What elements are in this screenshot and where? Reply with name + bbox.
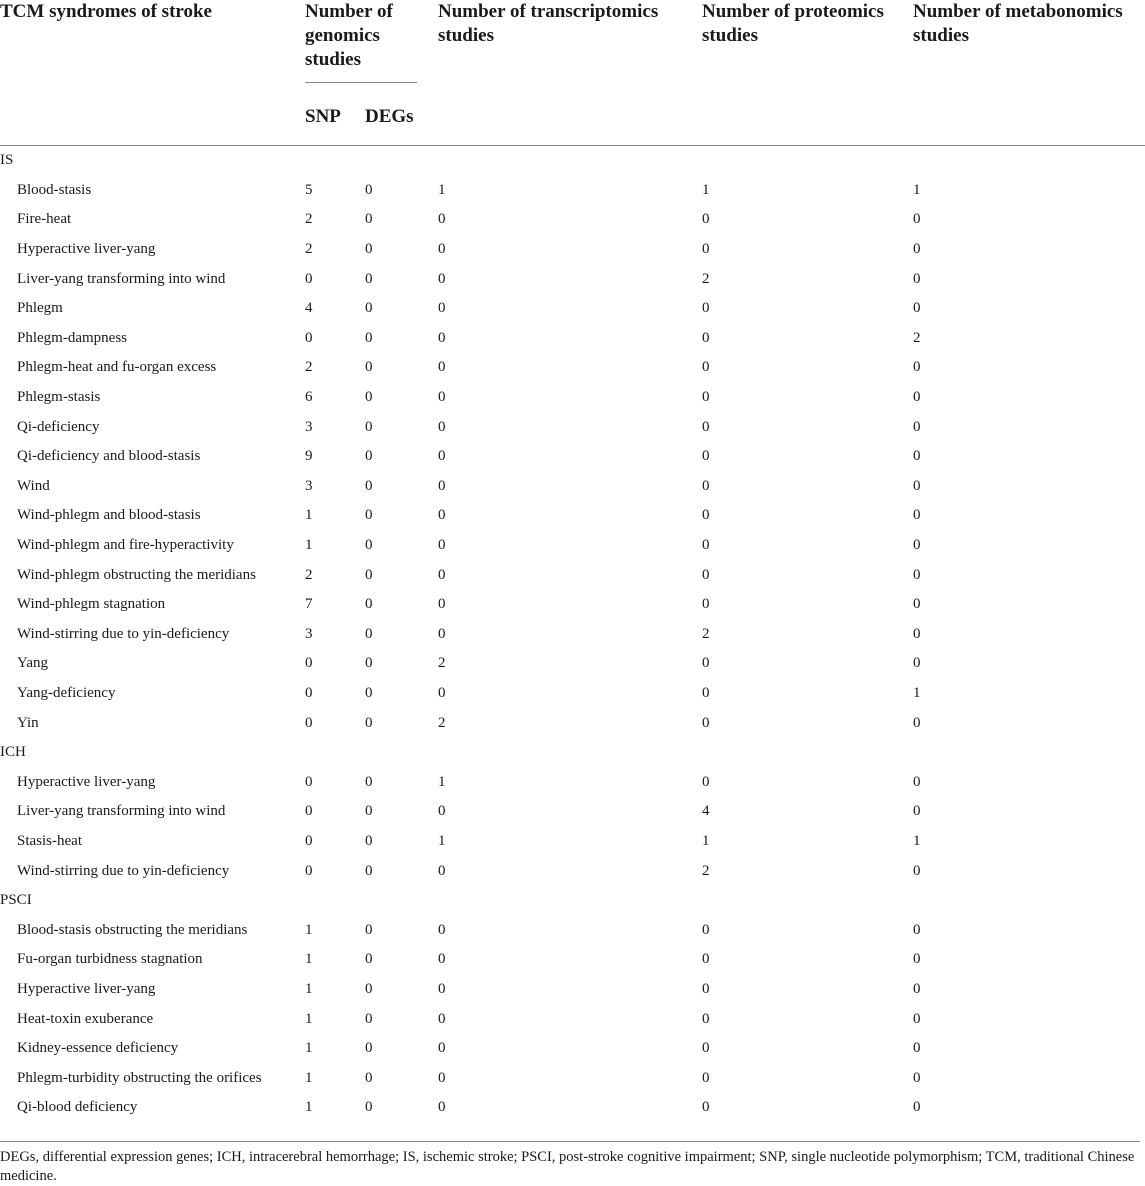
group-label: IS — [0, 152, 14, 169]
cell-degs: 0 — [365, 1099, 373, 1116]
cell-snp: 9 — [305, 448, 313, 465]
syndrome-name: Qi-deficiency — [17, 418, 100, 435]
cell-trans: 0 — [438, 359, 446, 376]
cell-trans: 0 — [438, 803, 446, 820]
table-row — [0, 353, 1145, 383]
syndrome-name: Wind — [17, 477, 50, 494]
cell-degs: 0 — [365, 329, 373, 346]
table-row — [0, 767, 1145, 797]
cell-degs: 0 — [365, 951, 373, 968]
cell-snp: 0 — [305, 832, 313, 849]
syndrome-name: Phlegm-dampness — [17, 329, 127, 346]
cell-prot: 4 — [702, 803, 710, 820]
table-row — [0, 1004, 1145, 1034]
syndrome-name: Hyperactive liver-yang — [17, 980, 156, 997]
table-row — [0, 383, 1145, 413]
cell-snp: 1 — [305, 1040, 313, 1057]
cell-trans: 0 — [438, 329, 446, 346]
cell-meta: 0 — [913, 418, 921, 435]
syndrome-name: Yang-deficiency — [17, 684, 116, 701]
cell-meta: 0 — [913, 566, 921, 583]
cell-meta: 0 — [913, 270, 921, 287]
cell-trans: 0 — [438, 507, 446, 524]
cell-meta: 0 — [913, 1069, 921, 1086]
cell-prot: 0 — [702, 773, 710, 790]
cell-degs: 0 — [365, 181, 373, 198]
cell-degs: 0 — [365, 477, 373, 494]
cell-snp: 0 — [305, 714, 313, 731]
cell-prot: 2 — [702, 862, 710, 879]
cell-meta: 0 — [913, 448, 921, 465]
syndrome-name: Wind-phlegm and blood-stasis — [17, 507, 201, 524]
cell-trans: 0 — [438, 921, 446, 938]
cell-prot: 0 — [702, 241, 710, 258]
table-row — [0, 590, 1145, 620]
syndrome-name: Blood-stasis obstructing the meridians — [17, 921, 248, 938]
syndrome-name: Stasis-heat — [17, 832, 82, 849]
syndrome-name: Kidney-essence deficiency — [17, 1040, 179, 1057]
cell-snp: 0 — [305, 655, 313, 672]
cell-degs: 0 — [365, 832, 373, 849]
cell-degs: 0 — [365, 921, 373, 938]
cell-snp: 1 — [305, 1099, 313, 1116]
syndrome-name: Liver-yang transforming into wind — [17, 803, 226, 820]
cell-meta: 1 — [913, 832, 921, 849]
cell-meta: 0 — [913, 773, 921, 790]
cell-snp: 3 — [305, 625, 313, 642]
cell-degs: 0 — [365, 596, 373, 613]
cell-degs: 0 — [365, 714, 373, 731]
syndrome-name: Hyperactive liver-yang — [17, 773, 156, 790]
table-row — [0, 1034, 1145, 1064]
cell-meta: 0 — [913, 389, 921, 406]
cell-snp: 3 — [305, 477, 313, 494]
cell-meta: 0 — [913, 714, 921, 731]
header-degs: DEGs — [365, 84, 438, 146]
syndrome-name: Phlegm-stasis — [17, 389, 101, 406]
table-row — [0, 945, 1145, 975]
cell-trans: 0 — [438, 300, 446, 317]
cell-prot: 0 — [702, 714, 710, 731]
cell-snp: 1 — [305, 980, 313, 997]
table-row — [0, 205, 1145, 235]
cell-prot: 0 — [702, 329, 710, 346]
cell-degs: 0 — [365, 389, 373, 406]
group-label: ICH — [0, 744, 26, 761]
syndrome-name: Phlegm-heat and fu-organ excess — [17, 359, 217, 376]
table-row — [0, 235, 1145, 265]
table-row — [0, 1063, 1145, 1093]
cell-prot: 0 — [702, 980, 710, 997]
syndrome-name: Yang — [17, 655, 48, 672]
cell-prot: 0 — [702, 300, 710, 317]
group-row — [0, 886, 1145, 916]
cell-trans: 0 — [438, 980, 446, 997]
cell-snp: 1 — [305, 1010, 313, 1027]
cell-meta: 1 — [913, 181, 921, 198]
cell-meta: 0 — [913, 1010, 921, 1027]
cell-degs: 0 — [365, 507, 373, 524]
cell-prot: 0 — [702, 1040, 710, 1057]
cell-prot: 0 — [702, 1099, 710, 1116]
header-proteomics: Number of proteomics studies — [702, 0, 913, 146]
cell-meta: 0 — [913, 862, 921, 879]
cell-trans: 0 — [438, 241, 446, 258]
cell-prot: 0 — [702, 566, 710, 583]
cell-prot: 0 — [702, 359, 710, 376]
cell-meta: 0 — [913, 951, 921, 968]
cell-prot: 0 — [702, 684, 710, 701]
cell-meta: 0 — [913, 359, 921, 376]
syndrome-name: Wind-phlegm obstructing the meridians — [17, 566, 256, 583]
cell-degs: 0 — [365, 1069, 373, 1086]
cell-prot: 0 — [702, 596, 710, 613]
cell-trans: 0 — [438, 389, 446, 406]
header-metabonomics: Number of metabonomics studies — [913, 0, 1145, 146]
cell-degs: 0 — [365, 980, 373, 997]
syndrome-name: Wind-stirring due to yin-deficiency — [17, 862, 230, 879]
cell-trans: 0 — [438, 566, 446, 583]
cell-snp: 0 — [305, 862, 313, 879]
cell-meta: 0 — [913, 537, 921, 554]
syndrome-name: Phlegm — [17, 300, 63, 317]
syndrome-name: Qi-deficiency and blood-stasis — [17, 448, 201, 465]
cell-degs: 0 — [365, 862, 373, 879]
syndrome-name: Fu-organ turbidness stagnation — [17, 951, 203, 968]
cell-degs: 0 — [365, 655, 373, 672]
table-row — [0, 915, 1145, 945]
cell-degs: 0 — [365, 211, 373, 228]
group-label: PSCI — [0, 892, 32, 909]
header-transcriptomics: Number of transcriptomics studies — [438, 0, 702, 146]
cell-degs: 0 — [365, 803, 373, 820]
cell-trans: 1 — [438, 832, 446, 849]
cell-prot: 0 — [702, 211, 710, 228]
cell-meta: 0 — [913, 477, 921, 494]
cell-degs: 0 — [365, 566, 373, 583]
syndrome-name: Phlegm-turbidity obstructing the orifices — [17, 1069, 262, 1086]
cell-snp: 0 — [305, 684, 313, 701]
cell-prot: 2 — [702, 270, 710, 287]
cell-prot: 1 — [702, 181, 710, 198]
cell-trans: 0 — [438, 477, 446, 494]
cell-prot: 1 — [702, 832, 710, 849]
cell-trans: 0 — [438, 270, 446, 287]
cell-degs: 0 — [365, 359, 373, 376]
cell-trans: 0 — [438, 625, 446, 642]
cell-prot: 0 — [702, 1069, 710, 1086]
cell-degs: 0 — [365, 773, 373, 790]
table-row — [0, 294, 1145, 324]
table-row — [0, 264, 1145, 294]
header-syndrome: TCM syndromes of stroke — [0, 0, 305, 146]
cell-meta: 0 — [913, 1040, 921, 1057]
cell-snp: 0 — [305, 773, 313, 790]
cell-degs: 0 — [365, 300, 373, 317]
cell-snp: 1 — [305, 951, 313, 968]
table-body — [0, 146, 1145, 1123]
cell-meta: 0 — [913, 803, 921, 820]
cell-degs: 0 — [365, 448, 373, 465]
cell-meta: 0 — [913, 1099, 921, 1116]
group-row — [0, 146, 1145, 176]
cell-meta: 2 — [913, 329, 921, 346]
cell-meta: 0 — [913, 625, 921, 642]
table-footnote: DEGs, differential expression genes; ICH, intracerebral hemorrhage; IS, ischemic stroke; PSCI, post-stroke cognitive impairment; SNP, single nucleotide polymorphism; TCM, traditional Chinese medicine. — [0, 1141, 1140, 1186]
cell-trans: 0 — [438, 684, 446, 701]
cell-prot: 0 — [702, 507, 710, 524]
cell-meta: 0 — [913, 596, 921, 613]
cell-degs: 0 — [365, 625, 373, 642]
syndrome-name: Hyperactive liver-yang — [17, 241, 156, 258]
cell-trans: 0 — [438, 1010, 446, 1027]
syndrome-name: Fire-heat — [17, 211, 72, 228]
table-row — [0, 324, 1145, 354]
group-row — [0, 738, 1145, 768]
syndrome-name: Heat-toxin exuberance — [17, 1010, 154, 1027]
cell-prot: 0 — [702, 921, 710, 938]
table-row — [0, 472, 1145, 502]
cell-meta: 0 — [913, 921, 921, 938]
cell-meta: 0 — [913, 211, 921, 228]
cell-degs: 0 — [365, 270, 373, 287]
cell-prot: 0 — [702, 448, 710, 465]
table-row — [0, 975, 1145, 1005]
cell-snp: 0 — [305, 270, 313, 287]
cell-snp: 0 — [305, 329, 313, 346]
header-snp: SNP — [305, 84, 365, 146]
cell-trans: 0 — [438, 1040, 446, 1057]
syndrome-name: Wind-stirring due to yin-deficiency — [17, 625, 230, 642]
cell-trans: 0 — [438, 862, 446, 879]
cell-degs: 0 — [365, 537, 373, 554]
cell-prot: 0 — [702, 655, 710, 672]
header-genomics-label: Number of genomics studies — [305, 0, 417, 83]
cell-snp: 7 — [305, 596, 313, 613]
table-row — [0, 412, 1145, 442]
syndrome-name: Wind-phlegm stagnation — [17, 596, 166, 613]
syndrome-name: Blood-stasis — [17, 181, 92, 198]
cell-meta: 0 — [913, 300, 921, 317]
cell-snp: 2 — [305, 359, 313, 376]
cell-trans: 0 — [438, 596, 446, 613]
cell-snp: 1 — [305, 1069, 313, 1086]
cell-trans: 0 — [438, 211, 446, 228]
cell-trans: 2 — [438, 655, 446, 672]
cell-snp: 1 — [305, 921, 313, 938]
cell-degs: 0 — [365, 1040, 373, 1057]
syndrome-name: Wind-phlegm and fire-hyperactivity — [17, 537, 234, 554]
cell-meta: 0 — [913, 507, 921, 524]
cell-prot: 0 — [702, 537, 710, 554]
table-row — [0, 560, 1145, 590]
cell-prot: 2 — [702, 625, 710, 642]
cell-degs: 0 — [365, 1010, 373, 1027]
cell-meta: 0 — [913, 980, 921, 997]
cell-trans: 0 — [438, 1069, 446, 1086]
table-row — [0, 620, 1145, 650]
syndrome-name: Yin — [17, 714, 39, 731]
table-row — [0, 649, 1145, 679]
cell-snp: 4 — [305, 300, 313, 317]
cell-meta: 1 — [913, 684, 921, 701]
cell-trans: 0 — [438, 418, 446, 435]
cell-trans: 0 — [438, 537, 446, 554]
table-row — [0, 679, 1145, 709]
cell-trans: 0 — [438, 1099, 446, 1116]
header-genomics — [305, 0, 438, 84]
cell-prot: 0 — [702, 951, 710, 968]
cell-trans: 0 — [438, 951, 446, 968]
cell-snp: 2 — [305, 211, 313, 228]
table-row — [0, 442, 1145, 472]
cell-snp: 5 — [305, 181, 313, 198]
table-row — [0, 797, 1145, 827]
syndrome-name: Qi-blood deficiency — [17, 1099, 138, 1116]
cell-prot: 0 — [702, 1010, 710, 1027]
syndrome-name: Liver-yang transforming into wind — [17, 270, 226, 287]
table-row — [0, 827, 1145, 857]
cell-snp: 2 — [305, 241, 313, 258]
cell-snp: 0 — [305, 803, 313, 820]
cell-meta: 0 — [913, 655, 921, 672]
cell-snp: 3 — [305, 418, 313, 435]
cell-snp: 1 — [305, 537, 313, 554]
cell-degs: 0 — [365, 241, 373, 258]
table-row — [0, 1093, 1145, 1123]
cell-snp: 6 — [305, 389, 313, 406]
cell-prot: 0 — [702, 389, 710, 406]
cell-snp: 2 — [305, 566, 313, 583]
cell-degs: 0 — [365, 418, 373, 435]
cell-prot: 0 — [702, 418, 710, 435]
table-row — [0, 708, 1145, 738]
cell-prot: 0 — [702, 477, 710, 494]
cell-trans: 1 — [438, 773, 446, 790]
cell-snp: 1 — [305, 507, 313, 524]
table-row — [0, 531, 1145, 561]
table-row — [0, 501, 1145, 531]
cell-degs: 0 — [365, 684, 373, 701]
table-row — [0, 856, 1145, 886]
cell-trans: 1 — [438, 181, 446, 198]
table-row — [0, 176, 1145, 206]
cell-trans: 0 — [438, 448, 446, 465]
cell-meta: 0 — [913, 241, 921, 258]
cell-trans: 2 — [438, 714, 446, 731]
